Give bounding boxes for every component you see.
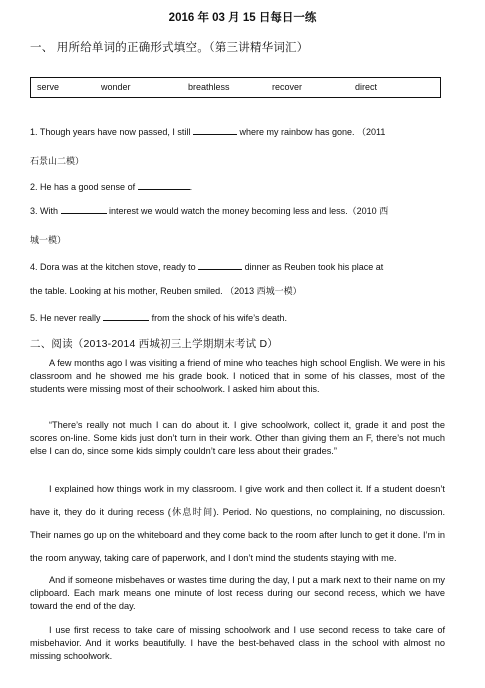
question-1-source: 石景山二模） <box>30 156 85 166</box>
answer-blank-2[interactable] <box>138 180 190 190</box>
question-5 <box>30 311 448 325</box>
question-2 <box>30 180 448 194</box>
reading-paragraph: And if someone misbehaves or wastes time during the day, I put a mark next to their name on my clipboard. Each mark means one minute of lost recess during our second recess, which we have toward the end of the day. <box>30 575 445 611</box>
word-bank-item: breathless <box>188 82 230 92</box>
question-2-end: . <box>189 182 193 192</box>
answer-blank-4[interactable] <box>198 260 242 270</box>
answer-blank-5[interactable] <box>103 311 149 321</box>
word-bank-box <box>30 77 441 98</box>
page-title: 2016 年 03 月 15 日每日一练 <box>168 12 317 24</box>
word-bank-item: wonder <box>101 82 131 92</box>
word-bank-item: serve <box>37 82 60 92</box>
reading-paragraph: A few months ago I was visiting a friend of mine who teaches high school English. We were in his classroom and he showed me his grade book. I noticed that in some of his classes, most of the students were missing most of their schoolwork. I asked him about this. <box>30 358 445 394</box>
section2-heading: 二、阅读（2013-2014 西城初三上学期期末考试 D） <box>30 338 278 350</box>
question-1-text-cont: where my rainbow has gone. （2011 <box>239 127 386 137</box>
question-4 <box>30 260 448 274</box>
reading-paragraph: I explained how things work in my classroom. I give work and then collect it. If a student doesn’t have it, they do it during recess (休息时间). Period. No questions, no complaining, no discussion. Their names go up on the whiteboard and they come back to the room after lunch to get it done. I’m in the room anyway, taking care of paperwork, and I don’t mind the students staying with me. <box>30 484 445 563</box>
question-3-text-cont: interest we would watch the money becoming less and less.（2010 西 <box>109 206 389 216</box>
question-3-text: 3. With <box>30 206 59 216</box>
question-3 <box>30 204 448 218</box>
question-4-line-2: the table. Looking at his mother, Reuben smiled. （2013 西城一模） <box>30 286 302 296</box>
question-4-text: 4. Dora was at the kitchen stove, ready to <box>30 262 196 272</box>
word-bank-item: recover <box>272 82 303 92</box>
section1-heading: 一、 用所给单词的正确形式填空。（第三讲精华词汇） <box>30 42 309 54</box>
word-bank-item: direct <box>355 82 378 92</box>
question-5-text: 5. He never really <box>30 313 101 323</box>
reading-paragraph: “There’s really not much I can do about it. I give schoolwork, collect it, grade it and post the scores on-line. Some kids just don’t turn in their work. Other than giving them an F, there’s not much else I can do, since some kids simply couldn’t care less about their grades.” <box>30 420 445 456</box>
question-5-text-cont: from the shock of his wife’s death. <box>151 313 287 323</box>
reading-paragraph: I use first recess to take care of missing schoolwork and I use second recess to take care of misbehavior. And it works beautifully. I have the best-behaved class in the school with almost no missing schoolwork. <box>30 625 445 661</box>
question-3-source: 城一模） <box>30 235 67 245</box>
question-1 <box>30 125 448 139</box>
answer-blank-3[interactable] <box>61 204 107 214</box>
question-4-text-cont: dinner as Reuben took his place at <box>244 262 384 272</box>
question-2-text: 2. He has a good sense of <box>30 182 136 192</box>
answer-blank-1[interactable] <box>193 125 237 135</box>
question-1-text: 1. Though years have now passed, I still <box>30 127 191 137</box>
